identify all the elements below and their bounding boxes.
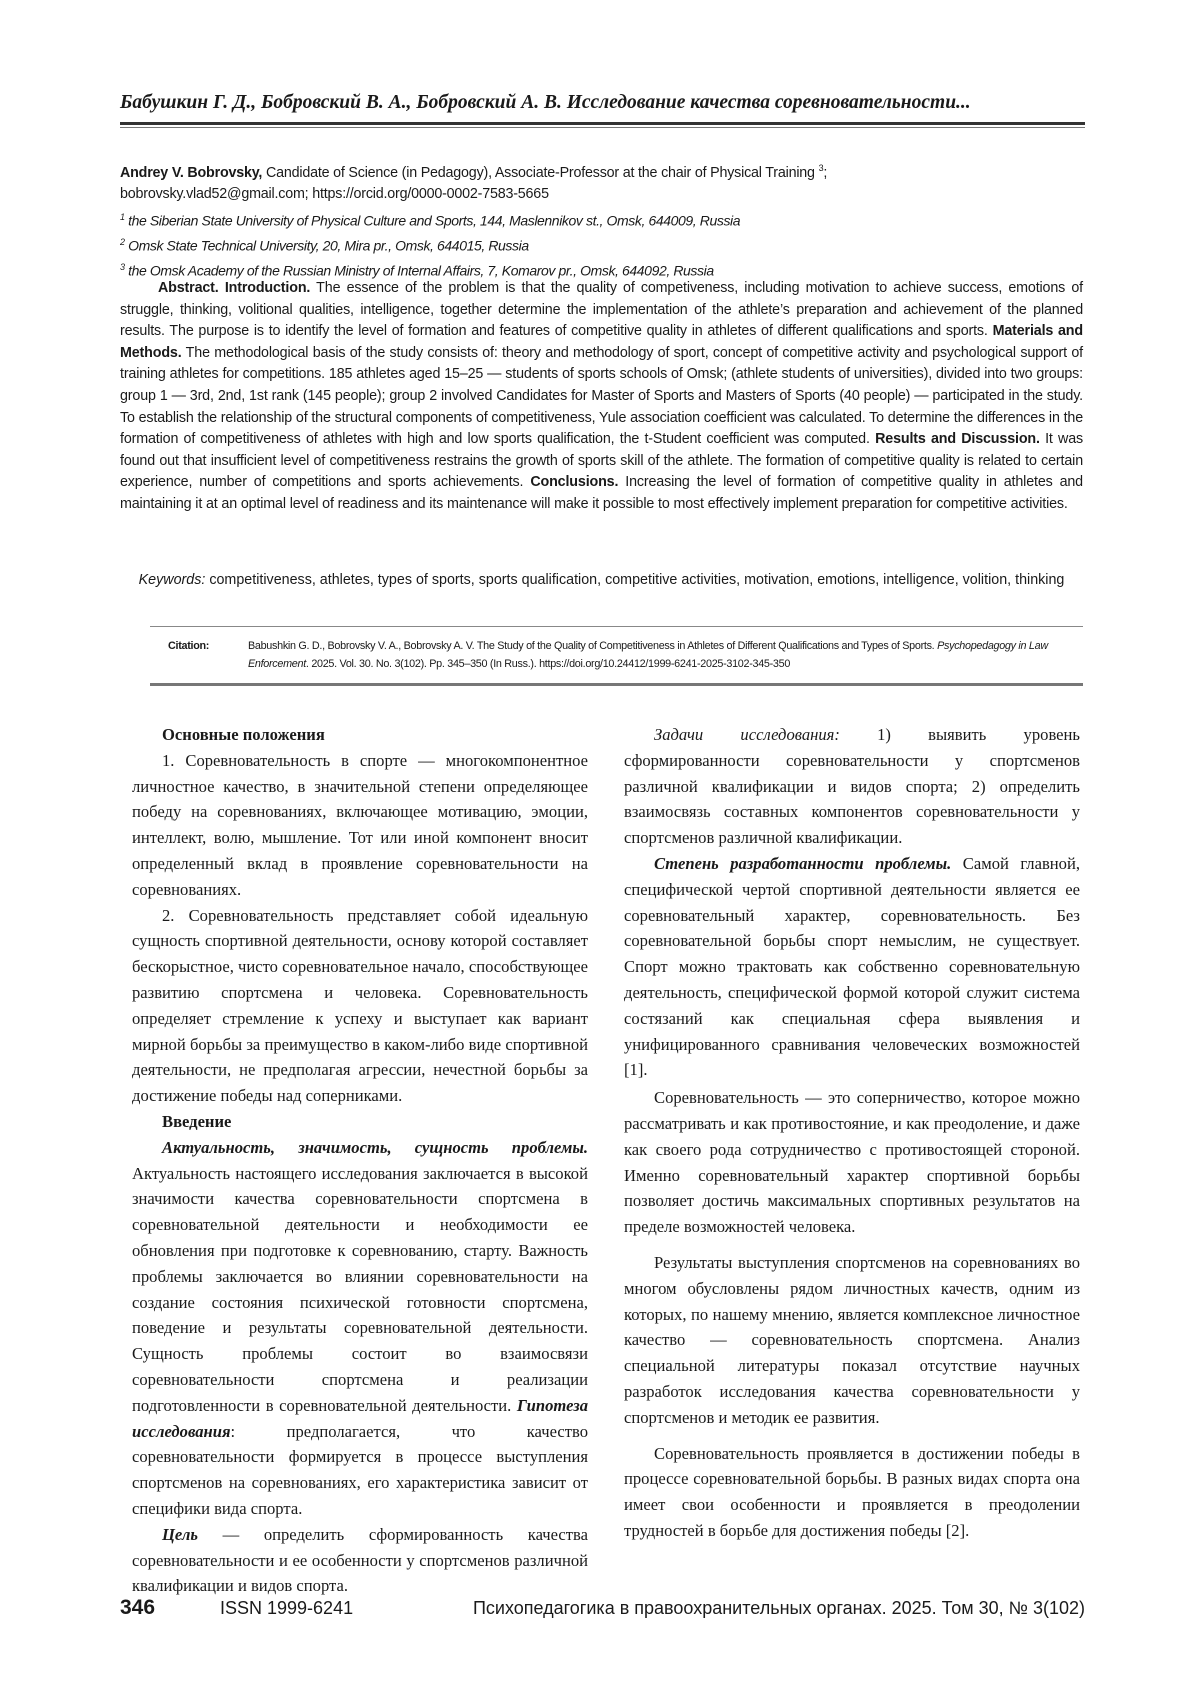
affiliation [120, 207, 1085, 232]
citation-journal: Psychopedagogy in Law Enforcement [248, 640, 1048, 670]
paragraph: 1. Соревновательность в спорте — многокомпонентное личностное качество, в значительной степени определяющее победу на соревнованиях, включающее мотивацию, эмоции, интеллект, волю, мышление. Тот или иной компонент вносит определенный вклад в проявление соревновательности на соревнованиях. [132, 748, 588, 903]
section-heading: Введение [132, 1109, 588, 1135]
abstract-heading-methods: Materials and Methods. [120, 323, 1083, 361]
paragraph-lead: Степень разработанности проблемы. [654, 854, 951, 873]
abstract-text: Increasing the level of formation of competitive quality in athletes and maintaining it at an optimal level of readiness and its maintenance will make it possible to most effectively implement preparation for competitive activities. [120, 474, 1083, 512]
paragraph-text: — определить сформированность качества соревновательности и ее особенности у спортсменов различной квалификации и видов спорта. [132, 1525, 588, 1596]
keywords-label: Keywords: [139, 572, 206, 588]
right-column [624, 722, 1080, 1544]
page-footer [120, 1596, 1085, 1620]
affiliation-text: Omsk State Technical University, 20, Mira pr., Omsk, 644015, Russia [128, 238, 529, 254]
author-name: Andrey V. Bobrovsky, [120, 165, 262, 181]
paragraph-text: Самой главной, специфической чертой спортивной деятельности является ее соревновательный характер, соревновательность. Без соревновательной борьбы спорт немыслим, не существует. Спорт можно трактовать как собственно соревновательную деятельность, специфической формой которой служит система состязаний как специальная сфера выявления и унифицированного сравнивания человеческих возможностей [1]. [624, 854, 1080, 1079]
paragraph [624, 851, 1080, 1083]
affiliation [120, 232, 1085, 257]
affiliation-num: 2 [120, 237, 125, 247]
affiliation-num: 1 [120, 212, 125, 222]
paragraph: 2. Соревновательность представляет собой идеальную сущность спортивной деятельности, основу которой составляет бескорыстное, чисто соревновательное начало, способствующее развитию спортсмена и человека. Соревновательность определяет стремление к успеху и выступает как вариант мирной борьбы за преимущество в каком-либо виде спортивной деятельности, не предполагая агрессии, нечестной борьбы за достижение победы над соперниками. [132, 903, 588, 1109]
paragraph-text: Актуальность настоящего исследования заключается в высокой значимости качества соревновательности спортсмена в соревновательной деятельности и необходимости ее обновления при подготовке к соревнованию, старту. Важность проблемы заключается во влиянии соревновательности на создание состояния психической готовности спортсмена, поведение и результаты соревновательной деятельности. Сущность проблемы состоит во взаимосвязи соревновательности спортсмена и реализации подготовленности в соревновательной деятельности. [132, 1164, 588, 1415]
affiliations [120, 207, 1085, 282]
author-affil-sup: 3 [819, 163, 824, 173]
author-block [120, 158, 1085, 205]
paragraph: Соревновательность проявляется в достижении победы в процессе соревновательной борьбы. В разных видах спорта она имеет свои особенности и проявляется в преодолении трудностей в борьбе для достижения победы [2]. [624, 1441, 1080, 1544]
citation-box [150, 626, 1083, 686]
page-number: 346 [120, 1596, 220, 1620]
running-head: Бабушкин Г. Д., Бобровский В. А., Бобровский А. В. Исследование качества соревновательности... [120, 92, 1085, 114]
abstract-text: It was found out that insufficient level of competitiveness restrains the growth of sports skill of the athlete. The formation of competitive quality is related to certain experience, number of competitions and sports achievements. [120, 431, 1083, 490]
citation-tail[interactable]: . 2025. Vol. 30. No. 3(102). Pp. 345–350 (In Russ.). https://doi.org/10.24412/1999-6241-2025-3102-345-350 [306, 658, 790, 670]
abstract [120, 278, 1083, 516]
issn: ISSN 1999-6241 [220, 1598, 400, 1619]
paragraph-lead: Цель [162, 1525, 198, 1544]
left-column [132, 722, 588, 1599]
paragraph [624, 722, 1080, 851]
abstract-heading-results: Results and Discussion. [875, 431, 1040, 447]
section-heading: Основные положения [132, 722, 588, 748]
author-contacts[interactable]: bobrovsky.vlad52@gmail.com; https://orcid.org/0000-0002-7583-5665 [120, 186, 549, 202]
paragraph [132, 1522, 588, 1599]
paragraph: Соревновательность — это соперничество, которое можно рассматривать и как противостояние, и как преодоление, и даже как своего рода сотрудничество с противостоящей стороной. Именно соревновательный характер спортивной борьбы позволяет достичь максимальных спортивных результатов на пределе возможностей человека. [624, 1085, 1080, 1240]
paragraph-lead: Задачи исследования: [654, 725, 840, 744]
header-rule-thin [120, 127, 1085, 128]
affiliation-text: the Siberian State University of Physical Culture and Sports, 144, Maslennikov st., Omsk, 644009, Russia [128, 213, 740, 229]
affiliation-num: 3 [120, 262, 125, 272]
citation-body [236, 637, 1083, 673]
citation-text: Babushkin G. D., Bobrovsky V. A., Bobrovsky A. V. The Study of the Quality of Competitiveness in Athletes of Different Qualifications and Types of Sports. [248, 640, 937, 652]
abstract-text: The methodological basis of the study consists of: theory and methodology of sport, concept of competitive activity and psychological support of training athletes for competitions. 185 athletes aged 15–25 — students of sports schools of Omsk; (athlete students of universities), divided into two groups: group 1 — 3rd, 2nd, 1st rank (145 people); group 2 involved Candidates for Master of Sports and Masters of Sports (40 people) — participated in the study. To establish the relationship of the structural components of competitiveness, Yule association coefficient was calculated. To determine the differences in the formation of competitiveness of athletes with high and low sports qualification, the t-Student coefficient was computed. [120, 345, 1083, 447]
paragraph-text: 1) выявить уровень сформированности соревновательности у спортсменов различной квалификации и видов спорта; 2) определить взаимосвязь составных компонентов соревновательности у спортсменов различной квалификации. [624, 725, 1080, 847]
author-tail: ; [823, 165, 827, 181]
paragraph-lead: Актуальность, значимость, сущность проблемы. [162, 1138, 588, 1157]
author-position: Candidate of Science (in Pedagogy), Associate-Professor at the chair of Physical Training [262, 165, 818, 181]
header-rule [120, 122, 1085, 125]
journal-info: Психопедагогика в правоохранительных органах. 2025. Том 30, № 3(102) [400, 1598, 1085, 1619]
paragraph-text: : предполагается, что качество соревновательности формируется в процессе выступления спортсменов на соревнованиях, его характеристика зависит от специфики вида спорта. [132, 1422, 588, 1518]
abstract-text: The essence of the problem is that the quality of competiveness, including motivation to achieve success, emotions of struggle, thinking, volitional qualities, intelligence, together determine the implementation of the athlete’s preparation and achievement of the planned results. The purpose is to identify the level of formation and features of competitive quality in athletes of different qualifications and sports. [120, 280, 1083, 339]
affiliation-text: the Omsk Academy of the Russian Ministry of Internal Affairs, 7, Komarov pr., Omsk, 644092, Russia [128, 263, 714, 279]
keywords-text: competitiveness, athletes, types of sports, sports qualification, competitive activities, motivation, emotions, intelligence, volition, thinking [205, 572, 1064, 588]
abstract-heading-introduction: Abstract. Introduction. [158, 280, 310, 296]
paragraph-lead: Гипотеза исследования [132, 1396, 588, 1441]
paragraph [132, 1135, 588, 1522]
abstract-heading-conclusions: Conclusions. [530, 474, 618, 490]
paragraph: Результаты выступления спортсменов на соревнованиях во многом обусловлены рядом личностных качеств, одним из которых, по нашему мнению, является комплексное личностное качество — соревновательность спортсмена. Анализ специальной литературы показал отсутствие научных разработок исследования качества соревновательности у спортсменов и методик ее развития. [624, 1250, 1080, 1431]
keywords [120, 570, 1083, 591]
citation-label: Citation: [150, 637, 236, 673]
